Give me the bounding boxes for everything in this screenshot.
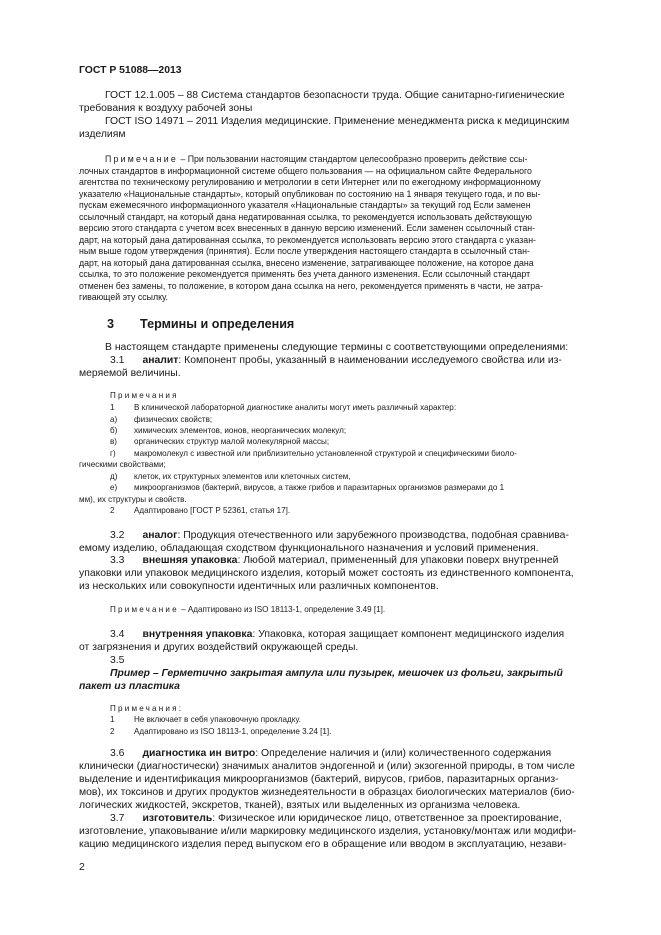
note-item-text: Не включает в себя упаковочную прокладку.	[134, 715, 301, 724]
term-definition: : Определение наличия и (или) количественного содержания	[255, 748, 552, 759]
note-item-number: д)	[110, 472, 118, 481]
note-label: Примечание	[105, 154, 178, 164]
note-text: – При пользовании настоящим стандартом целесообразно проверить действие ссы-	[177, 154, 528, 164]
term-definition-line: упаковки или упаковок медицинского изделия, который может состоять из единственного компонента,	[79, 568, 574, 579]
note-item-continuation: гическими свойствами;	[79, 460, 166, 469]
paragraph-line: В настоящем стандарте применены следующие термины с соответствующими определениями:	[105, 342, 569, 353]
term-number: 3.2	[110, 530, 125, 541]
term-entry-line	[110, 814, 661, 824]
page-number: 2	[79, 862, 85, 873]
term-definition: : Компонент пробы, указанный в наименовании исследуемого свойства или из-	[178, 355, 562, 366]
note-item	[110, 728, 661, 736]
term-name: аналит	[142, 355, 179, 366]
note-line: версию этого стандарта с учетом всех внесенных в данную версию изменений. Если заменен ссылочный стан-	[79, 223, 536, 233]
term-definition-line: логических жидкостей, экскретов, тканей), взятых или выделенных из организма человека.	[79, 800, 521, 811]
term-number: 3.4	[110, 629, 125, 640]
note-item-text: микроорганизмов (бактерий, вирусов, а также грибов и паразитарных организмов размерами до 1	[134, 483, 505, 492]
reference-line: изделиям	[79, 129, 126, 140]
note-item	[110, 484, 661, 492]
note-item-text: органических структур малой молекулярной массы;	[134, 437, 330, 446]
term-name: аналог	[142, 530, 178, 541]
standard-header: ГОСТ Р 51088—2013	[79, 65, 182, 76]
term-entry-line	[110, 356, 661, 366]
note-item	[110, 404, 661, 412]
notes-title: Примечания	[110, 391, 179, 400]
note-line: ссылка, то это положение рекомендуется применять без учета данного изменения. Если ссылочный стандарт	[79, 269, 531, 279]
reference-line: ГОСТ 12.1.005 – 88 Система стандартов безопасности труда. Общие санитарно-гигиенические	[105, 90, 565, 101]
term-definition-line: клинически (диагностически) значимых аналитов эндогенной и (или) экзогенной природы, в том числе	[79, 761, 575, 772]
example-line: Пример – Герметично закрытая ампула или пузырек, мешочек из фольги, закрытый	[110, 668, 563, 679]
note-line: пускам ежемесячного информационного указателя «Национальные стандарты» за текущий год Если заменен	[79, 200, 531, 210]
note-item-text: физических свойств;	[134, 415, 213, 424]
note-item-number: в)	[110, 437, 117, 446]
term-name: диагностика ин витро	[142, 748, 256, 759]
note-item	[110, 450, 661, 458]
note-line: указателю «Национальные стандарты», который опубликован по состоянию на 1 января текущего года, и по вы-	[79, 189, 541, 199]
term-definition: : Физическое или юридическое лицо, ответственное за проектирование,	[212, 813, 562, 824]
note-text: – Адаптировано из ISO 18113-1, определение 3.49 [1].	[178, 605, 386, 614]
note-line: гивающей эту ссылку.	[79, 292, 169, 302]
term-number: 3.3	[110, 555, 125, 566]
note-line	[105, 155, 661, 164]
example-line: пакет из пластика	[79, 681, 180, 692]
term-entry-line	[110, 749, 661, 759]
note-item	[110, 507, 661, 515]
term-definition: : Любой материал, примененный для упаковки поверх внутренней	[237, 555, 559, 566]
note-line: агентства по техническому регулированию и метрологии в сети Интернет или по ежегодному информационному	[79, 177, 541, 187]
note-item	[110, 416, 661, 424]
note-line: ным выше годом утверждения (принятия). Если после утверждения настоящего стандарта в ссылочный стан-	[79, 246, 530, 256]
note-item-text: Адаптировано [ГОСТ Р 52361, статья 17].	[134, 506, 291, 515]
note-item-number: а)	[110, 415, 118, 424]
section-number: 3	[107, 317, 115, 331]
note-item-number: г)	[110, 449, 116, 458]
term-number: 3.1	[110, 355, 125, 366]
term-name: внутренняя упаковка	[142, 629, 253, 640]
term-name: внешняя упаковка	[142, 555, 238, 566]
section-title: Термины и определения	[140, 317, 295, 331]
term-definition-line: выделение и идентификация микроорганизмов (бактерий, вирусов, грибов, паразитарных организ-	[79, 774, 559, 785]
term-number: 3.6	[110, 748, 125, 759]
term-number: 3.7	[110, 813, 125, 824]
note-item-number: 1	[110, 403, 115, 412]
note-item	[110, 473, 661, 481]
term-definition-line: мов), их токсинов и других продуктов жизнедеятельности в образцах биологических материалов (био-	[79, 787, 575, 798]
term-definition-line: меряемой величины.	[79, 368, 181, 379]
note-item-number: 2	[110, 506, 115, 515]
note-line	[110, 606, 661, 614]
term-definition-line: из нескольких или совокупности идентичных или различных компонентов.	[79, 581, 439, 592]
term-definition: : Продукция отечественного или зарубежного производства, подобная сравнива-	[177, 530, 569, 541]
note-item-text: В клинической лабораторной диагностике аналиты могут иметь различный характер:	[134, 403, 457, 412]
term-definition: : Упаковка, которая защищает компонент медицинского изделия	[252, 629, 565, 640]
note-item-number: е)	[110, 483, 118, 492]
note-item-number: б)	[110, 426, 118, 435]
note-line: ссылочный стандарт, на который дана недатированная ссылка, то рекомендуется использовать действующую	[79, 212, 532, 222]
note-line: дарт, на который дана датированная ссылка, внесено изменение, затрагивающее положение, на которое дана	[79, 258, 534, 268]
note-item	[110, 716, 661, 724]
term-entry-line	[110, 630, 661, 640]
notes-title: Примечания:	[110, 704, 184, 713]
note-item	[110, 438, 661, 446]
note-item-text: Адаптировано из ISO 18113-1, определение 3.24 [1].	[134, 727, 332, 736]
reference-line: ГОСТ ISO 14971 – 2011 Изделия медицинские. Применение менеджмента риска к медицинским	[105, 116, 570, 127]
term-number: 3.5	[110, 655, 125, 666]
term-entry-line	[110, 556, 661, 566]
note-item-continuation: мм), их структуры и свойств.	[79, 495, 187, 504]
term-name: изготовитель	[142, 813, 213, 824]
note-label: Примечание	[110, 605, 179, 614]
note-line: дарт, на который дана датированная ссылка, то рекомендуется использовать версию этого стандарта с указан-	[79, 235, 536, 245]
term-definition-line: изготовление, упаковывание и/или маркировку медицинского изделия, установку/монтаж или модифи-	[79, 826, 577, 837]
note-item	[110, 427, 661, 435]
term-definition-line: емому изделию, обладающая сходством функционального назначения и условий применения.	[79, 543, 539, 554]
term-definition-line: от загрязнения и других воздействий окружающей среды.	[79, 642, 359, 653]
term-definition-line: кацию медицинского изделия перед выпуском его в обращение или вводом в эксплуатацию, незави-	[79, 839, 567, 850]
note-item-number: 1	[110, 715, 115, 724]
note-line: лочных стандартов в информационной системе общего пользования — на официальном сайте Федерального	[79, 166, 532, 176]
term-entry-line	[110, 531, 661, 541]
note-item-text: клеток, их структурных элементов или клеточных систем,	[134, 472, 351, 481]
reference-line: требования к воздуху рабочей зоны	[79, 103, 253, 114]
note-item-number: 2	[110, 727, 115, 736]
note-item-text: химических элементов, ионов, неорганических молекул;	[134, 426, 347, 435]
note-line: отменен без замены, то положение, в котором дана ссылка на него, рекомендуется применять в части, не затра-	[79, 281, 543, 291]
note-item-text: макромолекул с известной или приблизительно установленной структурой и специфическими биоло-	[134, 449, 517, 458]
